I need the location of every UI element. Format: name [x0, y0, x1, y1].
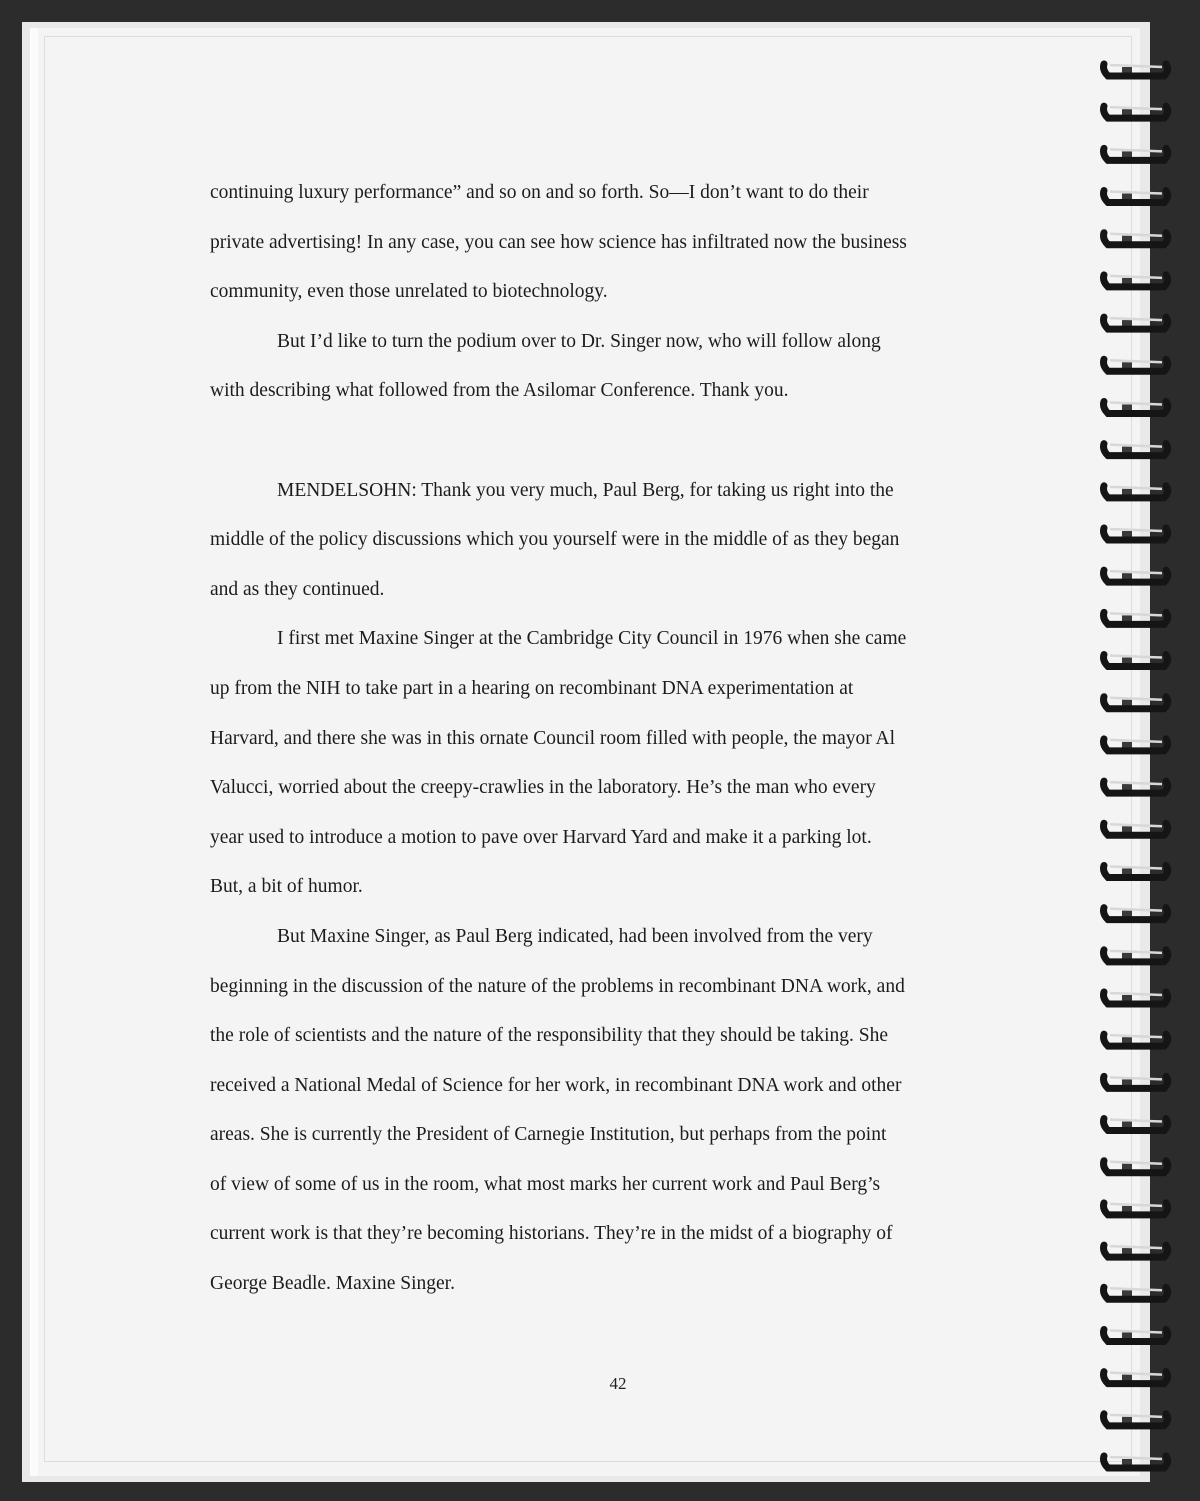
paragraph [210, 466, 1000, 615]
binding-ring [1104, 359, 1168, 371]
binding-ring [1104, 1161, 1168, 1173]
text-line: beginning in the discussion of the nature of the problems in recombinant DNA work, and [210, 975, 905, 997]
text-line: Valucci, worried about the creepy-crawlies in the laboratory. He’s the man who every [210, 777, 876, 799]
binding-ring [1104, 1203, 1168, 1215]
binding-ring [1104, 64, 1168, 76]
binding-ring [1104, 1287, 1168, 1299]
binding-ring [1104, 570, 1168, 582]
text-line: year used to introduce a motion to pave over Harvard Yard and make it a parking lot. [210, 826, 872, 848]
binding-ring [1104, 655, 1168, 667]
binding-ring [1104, 1119, 1168, 1131]
binding-ring [1104, 1329, 1168, 1341]
binding-ring [1104, 739, 1168, 751]
binding-ring [1104, 612, 1168, 624]
binding-ring [1104, 317, 1168, 329]
paragraph [210, 168, 1000, 317]
binding-ring [1104, 275, 1168, 287]
text-line: But Maxine Singer, as Paul Berg indicated, had been involved from the very [277, 925, 873, 947]
text-line: middle of the policy discussions which you yourself were in the middle of as they began [210, 529, 900, 551]
paragraph [210, 317, 1000, 416]
binding-ring [1104, 1245, 1168, 1257]
text-line: the role of scientists and the nature of the responsibility that they should be taking. She [210, 1025, 889, 1047]
paragraph [210, 614, 1000, 912]
text-line: community, even those unrelated to biotechnology. [210, 281, 608, 303]
text-line: But I’d like to turn the podium over to Dr. Singer now, who will follow along [277, 330, 881, 352]
binding-ring [1104, 1372, 1168, 1384]
text-line: I first met Maxine Singer at the Cambridge City Council in 1976 when she came [277, 628, 907, 650]
binding-ring [1104, 1076, 1168, 1088]
binding-ring [1104, 950, 1168, 962]
binding-ring [1104, 528, 1168, 540]
transcript-body [210, 168, 1000, 1309]
binding-ring [1104, 444, 1168, 456]
text-line: Harvard, and there she was in this ornate Council room filled with people, the mayor Al [210, 727, 896, 749]
binding-ring [1104, 148, 1168, 160]
binding-ring [1104, 908, 1168, 920]
text-line: MENDELSOHN: Thank you very much, Paul Berg, for taking us right into the [277, 479, 894, 501]
text-line: of view of some of us in the room, what most marks her current work and Paul Berg’s [210, 1173, 881, 1195]
binding-ring [1104, 401, 1168, 413]
text-line: received a National Medal of Science for her work, in recombinant DNA work and other [210, 1074, 902, 1096]
binding-ring [1104, 106, 1168, 118]
text-line: continuing luxury performance” and so on and so forth. So—I don’t want to do their [210, 182, 869, 203]
binding-ring [1104, 823, 1168, 835]
text-line: areas. She is currently the President of Carnegie Institution, but perhaps from the point [210, 1124, 887, 1146]
paragraph [210, 912, 1000, 1309]
binding-ring [1104, 992, 1168, 1004]
binding-ring [1104, 191, 1168, 203]
binding-ring [1104, 233, 1168, 245]
paragraph-gap [210, 416, 1000, 466]
text-line: with describing what followed from the Asilomar Conference. Thank you. [210, 380, 789, 402]
binding-ring [1104, 1414, 1168, 1426]
document-page [30, 28, 1140, 1476]
text-line: and as they continued. [210, 578, 385, 600]
binding-ring [1104, 486, 1168, 498]
text-line: current work is that they’re becoming historians. They’re in the midst of a biography of [210, 1223, 893, 1245]
text-line: But, a bit of humor. [210, 876, 363, 898]
binding-ring [1104, 697, 1168, 709]
binding-ring [1104, 781, 1168, 793]
page-number: 42 [609, 1374, 627, 1393]
binding-ring [1104, 1456, 1168, 1468]
text-line: private advertising! In any case, you can see how science has infiltrated now the business [210, 231, 907, 253]
binding-ring [1104, 1034, 1168, 1046]
text-line: up from the NIH to take part in a hearing on recombinant DNA experimentation at [210, 677, 854, 699]
binding-ring [1104, 865, 1168, 877]
spiral-binding-icon [1096, 50, 1200, 1490]
text-line: George Beadle. Maxine Singer. [210, 1273, 455, 1295]
